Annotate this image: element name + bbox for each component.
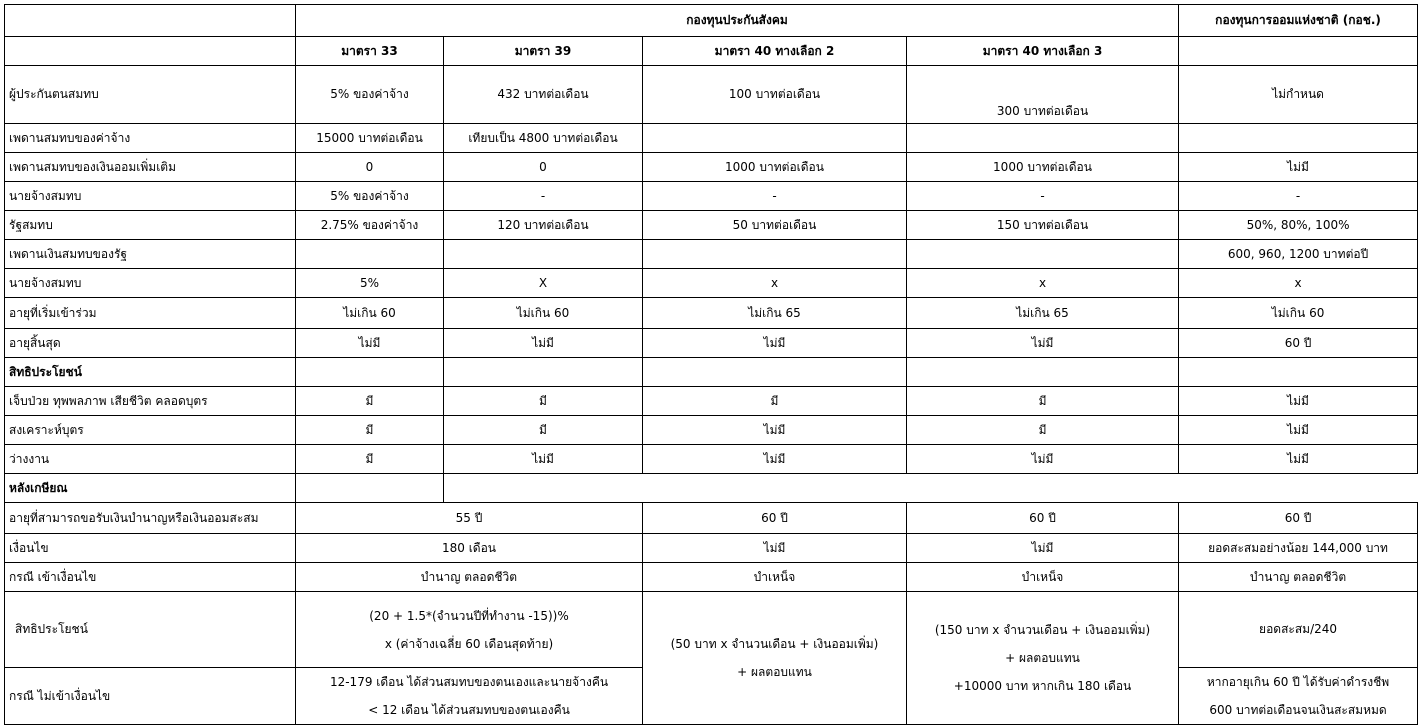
table-row: [5, 329, 1418, 358]
benefit-formula-line1: (20 + 1.5*(จำนวนปีที่ทำงาน -15))%: [369, 608, 569, 623]
cell-nsf: [1179, 668, 1418, 725]
header-col-m39: มาตรา 39: [444, 37, 643, 66]
m40-3-formula-line1: (150 บาท x จำนวนเดือน + เงินออมเพิ่ม): [934, 623, 1151, 637]
empty-cell: [296, 358, 444, 387]
table-row: [5, 534, 1418, 563]
cell-m40-2: 50 บาทต่อเดือน: [643, 211, 907, 240]
cell-m40-3: -: [907, 182, 1179, 211]
empty-cell: [1179, 358, 1418, 387]
table-row: [5, 445, 1418, 474]
cell-m39: มี: [444, 387, 643, 416]
cell-m39: มี: [444, 416, 643, 445]
m40-2-formula-line1: (50 บาท x จำนวนเดือน + เงินออมเพิ่ม): [670, 637, 879, 651]
header-nsf: กองทุนการออมแห่งชาติ (กอช.): [1179, 5, 1418, 37]
cell-nsf: ไม่มี: [1179, 387, 1418, 416]
nsf-allowance-line1: หากอายุเกิน 60 ปี ได้รับค่าดำรงชีพ: [1206, 675, 1390, 689]
cell-m40-2: -: [643, 182, 907, 211]
row-label: นายจ้างสมทบ: [5, 182, 296, 211]
cell-m40-2: 100 บาทต่อเดือน: [643, 66, 907, 124]
cell-m40-2: x: [643, 269, 907, 298]
empty-cell: [907, 358, 1179, 387]
row-label: เพดานสมทบของเงินออมเพิ่มเติม: [5, 153, 296, 182]
benefit-formula-line2: x (ค่าจ้างเฉลี่ย 60 เดือนสุดท้าย): [384, 636, 554, 651]
table-row: [5, 211, 1418, 240]
header-empty-cell: [5, 5, 296, 37]
cell-m40-2: ไม่มี: [643, 445, 907, 474]
row-label: เจ็บป่วย ทุพพลภาพ เสียชีวิต คลอดบุตร: [5, 387, 296, 416]
cell-m39: 0: [444, 153, 643, 182]
cell-m33: 15000 บาทต่อเดือน: [296, 124, 444, 153]
empty-cell: [444, 474, 1418, 503]
comparison-table-container: [4, 4, 1418, 725]
cell-m40-3: ไม่มี: [907, 534, 1179, 563]
cell-m40-2: 60 ปี: [643, 503, 907, 534]
cell-m40-3: 300 บาทต่อเดือน: [907, 66, 1179, 124]
cell-m40-3: 1000 บาทต่อเดือน: [907, 153, 1179, 182]
header-col-m40-2: มาตรา 40 ทางเลือก 2: [643, 37, 907, 66]
cell-m33: 0: [296, 153, 444, 182]
row-label: สิทธิประโยชน์: [5, 592, 296, 668]
cell-m40-3: บำเหน็จ: [907, 563, 1179, 592]
table-row: [5, 66, 1418, 124]
cell-m39: -: [444, 182, 643, 211]
header-empty-cell: [5, 37, 296, 66]
table-row: [5, 563, 1418, 592]
fund-comparison-table: [4, 4, 1418, 725]
table-row: [5, 503, 1418, 534]
cell-sso-33-39: [296, 592, 643, 668]
cell-sso-33-39: บำนาญ ตลอดชีวิต: [296, 563, 643, 592]
m40-2-formula-line2: + ผลตอบแทน: [737, 665, 812, 679]
row-label: ว่างงาน: [5, 445, 296, 474]
cell-m39: ไม่มี: [444, 329, 643, 358]
cell-m39: 120 บาทต่อเดือน: [444, 211, 643, 240]
cell-nsf: ยอดสะสม/240: [1179, 592, 1418, 668]
row-label: เพดานสมทบของค่าจ้าง: [5, 124, 296, 153]
cell-nsf: ไม่กำหนด: [1179, 66, 1418, 124]
cell-m39: ไม่มี: [444, 445, 643, 474]
header-columns-row: [5, 37, 1418, 66]
cell-m33: มี: [296, 445, 444, 474]
cell-nsf: บำนาญ ตลอดชีวิต: [1179, 563, 1418, 592]
cell-m40-3: 150 บาทต่อเดือน: [907, 211, 1179, 240]
row-label: กรณี ไม่เข้าเงื่อนไข: [5, 668, 296, 725]
cell-nsf: x: [1179, 269, 1418, 298]
cell-sso-33-39: [296, 668, 643, 725]
cell-m33: 5%: [296, 269, 444, 298]
table-row: [5, 240, 1418, 269]
cell-nsf: ไม่มี: [1179, 416, 1418, 445]
cell-m40-2-merged: [643, 592, 907, 725]
table-row: [5, 298, 1418, 329]
table-row: [5, 592, 1418, 668]
cell-m40-3: มี: [907, 387, 1179, 416]
empty-cell: [296, 474, 444, 503]
section-label-benefits: สิทธิประโยชน์: [5, 358, 296, 387]
cell-m33: [296, 240, 444, 269]
cell-m40-2: ไม่มี: [643, 416, 907, 445]
row-label: นายจ้างสมทบ: [5, 269, 296, 298]
cell-nsf: ยอดสะสมอย่างน้อย 144,000 บาท: [1179, 534, 1418, 563]
section-row-benefits: [5, 358, 1418, 387]
cell-m39: [444, 240, 643, 269]
table-row: [5, 124, 1418, 153]
row-label: อายุสิ้นสุด: [5, 329, 296, 358]
cell-m40-2: ไม่มี: [643, 534, 907, 563]
cell-m40-3: ไม่มี: [907, 445, 1179, 474]
table-row: [5, 153, 1418, 182]
row-label: เงื่อนไข: [5, 534, 296, 563]
cell-m40-3: x: [907, 269, 1179, 298]
cell-m40-3: [907, 124, 1179, 153]
table-row: [5, 416, 1418, 445]
section-label-retirement: หลังเกษียณ: [5, 474, 296, 503]
cell-m33: มี: [296, 387, 444, 416]
cell-nsf: 60 ปี: [1179, 503, 1418, 534]
cell-m33: ไม่มี: [296, 329, 444, 358]
row-label: กรณี เข้าเงื่อนไข: [5, 563, 296, 592]
cell-nsf: ไม่มี: [1179, 445, 1418, 474]
cell-m40-2: ไม่มี: [643, 329, 907, 358]
cell-m33: 5% ของค่าจ้าง: [296, 182, 444, 211]
cell-m40-3: [907, 240, 1179, 269]
cell-m40-2: มี: [643, 387, 907, 416]
cell-sso-33-39: 55 ปี: [296, 503, 643, 534]
cell-m40-3-merged: [907, 592, 1179, 725]
cell-nsf: [1179, 124, 1418, 153]
cell-m39: X: [444, 269, 643, 298]
cell-m40-3: มี: [907, 416, 1179, 445]
header-col-m33: มาตรา 33: [296, 37, 444, 66]
cell-m33: มี: [296, 416, 444, 445]
nsf-allowance-line2: 600 บาทต่อเดือนจนเงินสะสมหมด: [1209, 703, 1387, 717]
cell-m40-2: 1000 บาทต่อเดือน: [643, 153, 907, 182]
table-row: [5, 387, 1418, 416]
cell-m39: ไม่เกิน 60: [444, 298, 643, 329]
cell-m40-3: 60 ปี: [907, 503, 1179, 534]
cell-m39: 432 บาทต่อเดือน: [444, 66, 643, 124]
header-group-row: [5, 5, 1418, 37]
refund-line1: 12-179 เดือน ได้ส่วนสมทบของตนเองและนายจ้างคืน: [329, 675, 609, 689]
row-label: อายุที่สามารถขอรับเงินบำนาญหรือเงินออมสะสม: [5, 503, 296, 534]
cell-m39: เทียบเป็น 4800 บาทต่อเดือน: [444, 124, 643, 153]
row-label: รัฐสมทบ: [5, 211, 296, 240]
cell-nsf: ไม่เกิน 60: [1179, 298, 1418, 329]
header-col-m40-3: มาตรา 40 ทางเลือก 3: [907, 37, 1179, 66]
row-label: สงเคราะห์บุตร: [5, 416, 296, 445]
row-label: อายุที่เริ่มเข้าร่วม: [5, 298, 296, 329]
cell-nsf: ไม่มี: [1179, 153, 1418, 182]
row-label: เพดานเงินสมทบของรัฐ: [5, 240, 296, 269]
cell-m40-2: [643, 124, 907, 153]
cell-m40-3: ไม่เกิน 65: [907, 298, 1179, 329]
cell-m40-2: [643, 240, 907, 269]
cell-m40-3: ไม่มี: [907, 329, 1179, 358]
section-row-retirement: [5, 474, 1418, 503]
cell-m33: ไม่เกิน 60: [296, 298, 444, 329]
table-row: [5, 269, 1418, 298]
cell-nsf: -: [1179, 182, 1418, 211]
cell-sso-33-39: 180 เดือน: [296, 534, 643, 563]
empty-cell: [643, 358, 907, 387]
cell-nsf: 600, 960, 1200 บาทต่อปี: [1179, 240, 1418, 269]
cell-m33: 2.75% ของค่าจ้าง: [296, 211, 444, 240]
empty-cell: [444, 358, 643, 387]
cell-nsf: 60 ปี: [1179, 329, 1418, 358]
cell-nsf: 50%, 80%, 100%: [1179, 211, 1418, 240]
m40-3-formula-line3: +10000 บาท หากเกิน 180 เดือน: [953, 679, 1132, 693]
table-row: [5, 182, 1418, 211]
row-label: ผู้ประกันตนสมทบ: [5, 66, 296, 124]
cell-m33: 5% ของค่าจ้าง: [296, 66, 444, 124]
m40-3-formula-line2: + ผลตอบแทน: [1005, 651, 1080, 665]
header-empty-cell: [1179, 37, 1418, 66]
cell-m40-2: ไม่เกิน 65: [643, 298, 907, 329]
refund-line2: < 12 เดือน ได้ส่วนสมทบของตนเองคืน: [368, 703, 570, 717]
cell-m40-2: บำเหน็จ: [643, 563, 907, 592]
header-sso: กองทุนประกันสังคม: [296, 5, 1179, 37]
